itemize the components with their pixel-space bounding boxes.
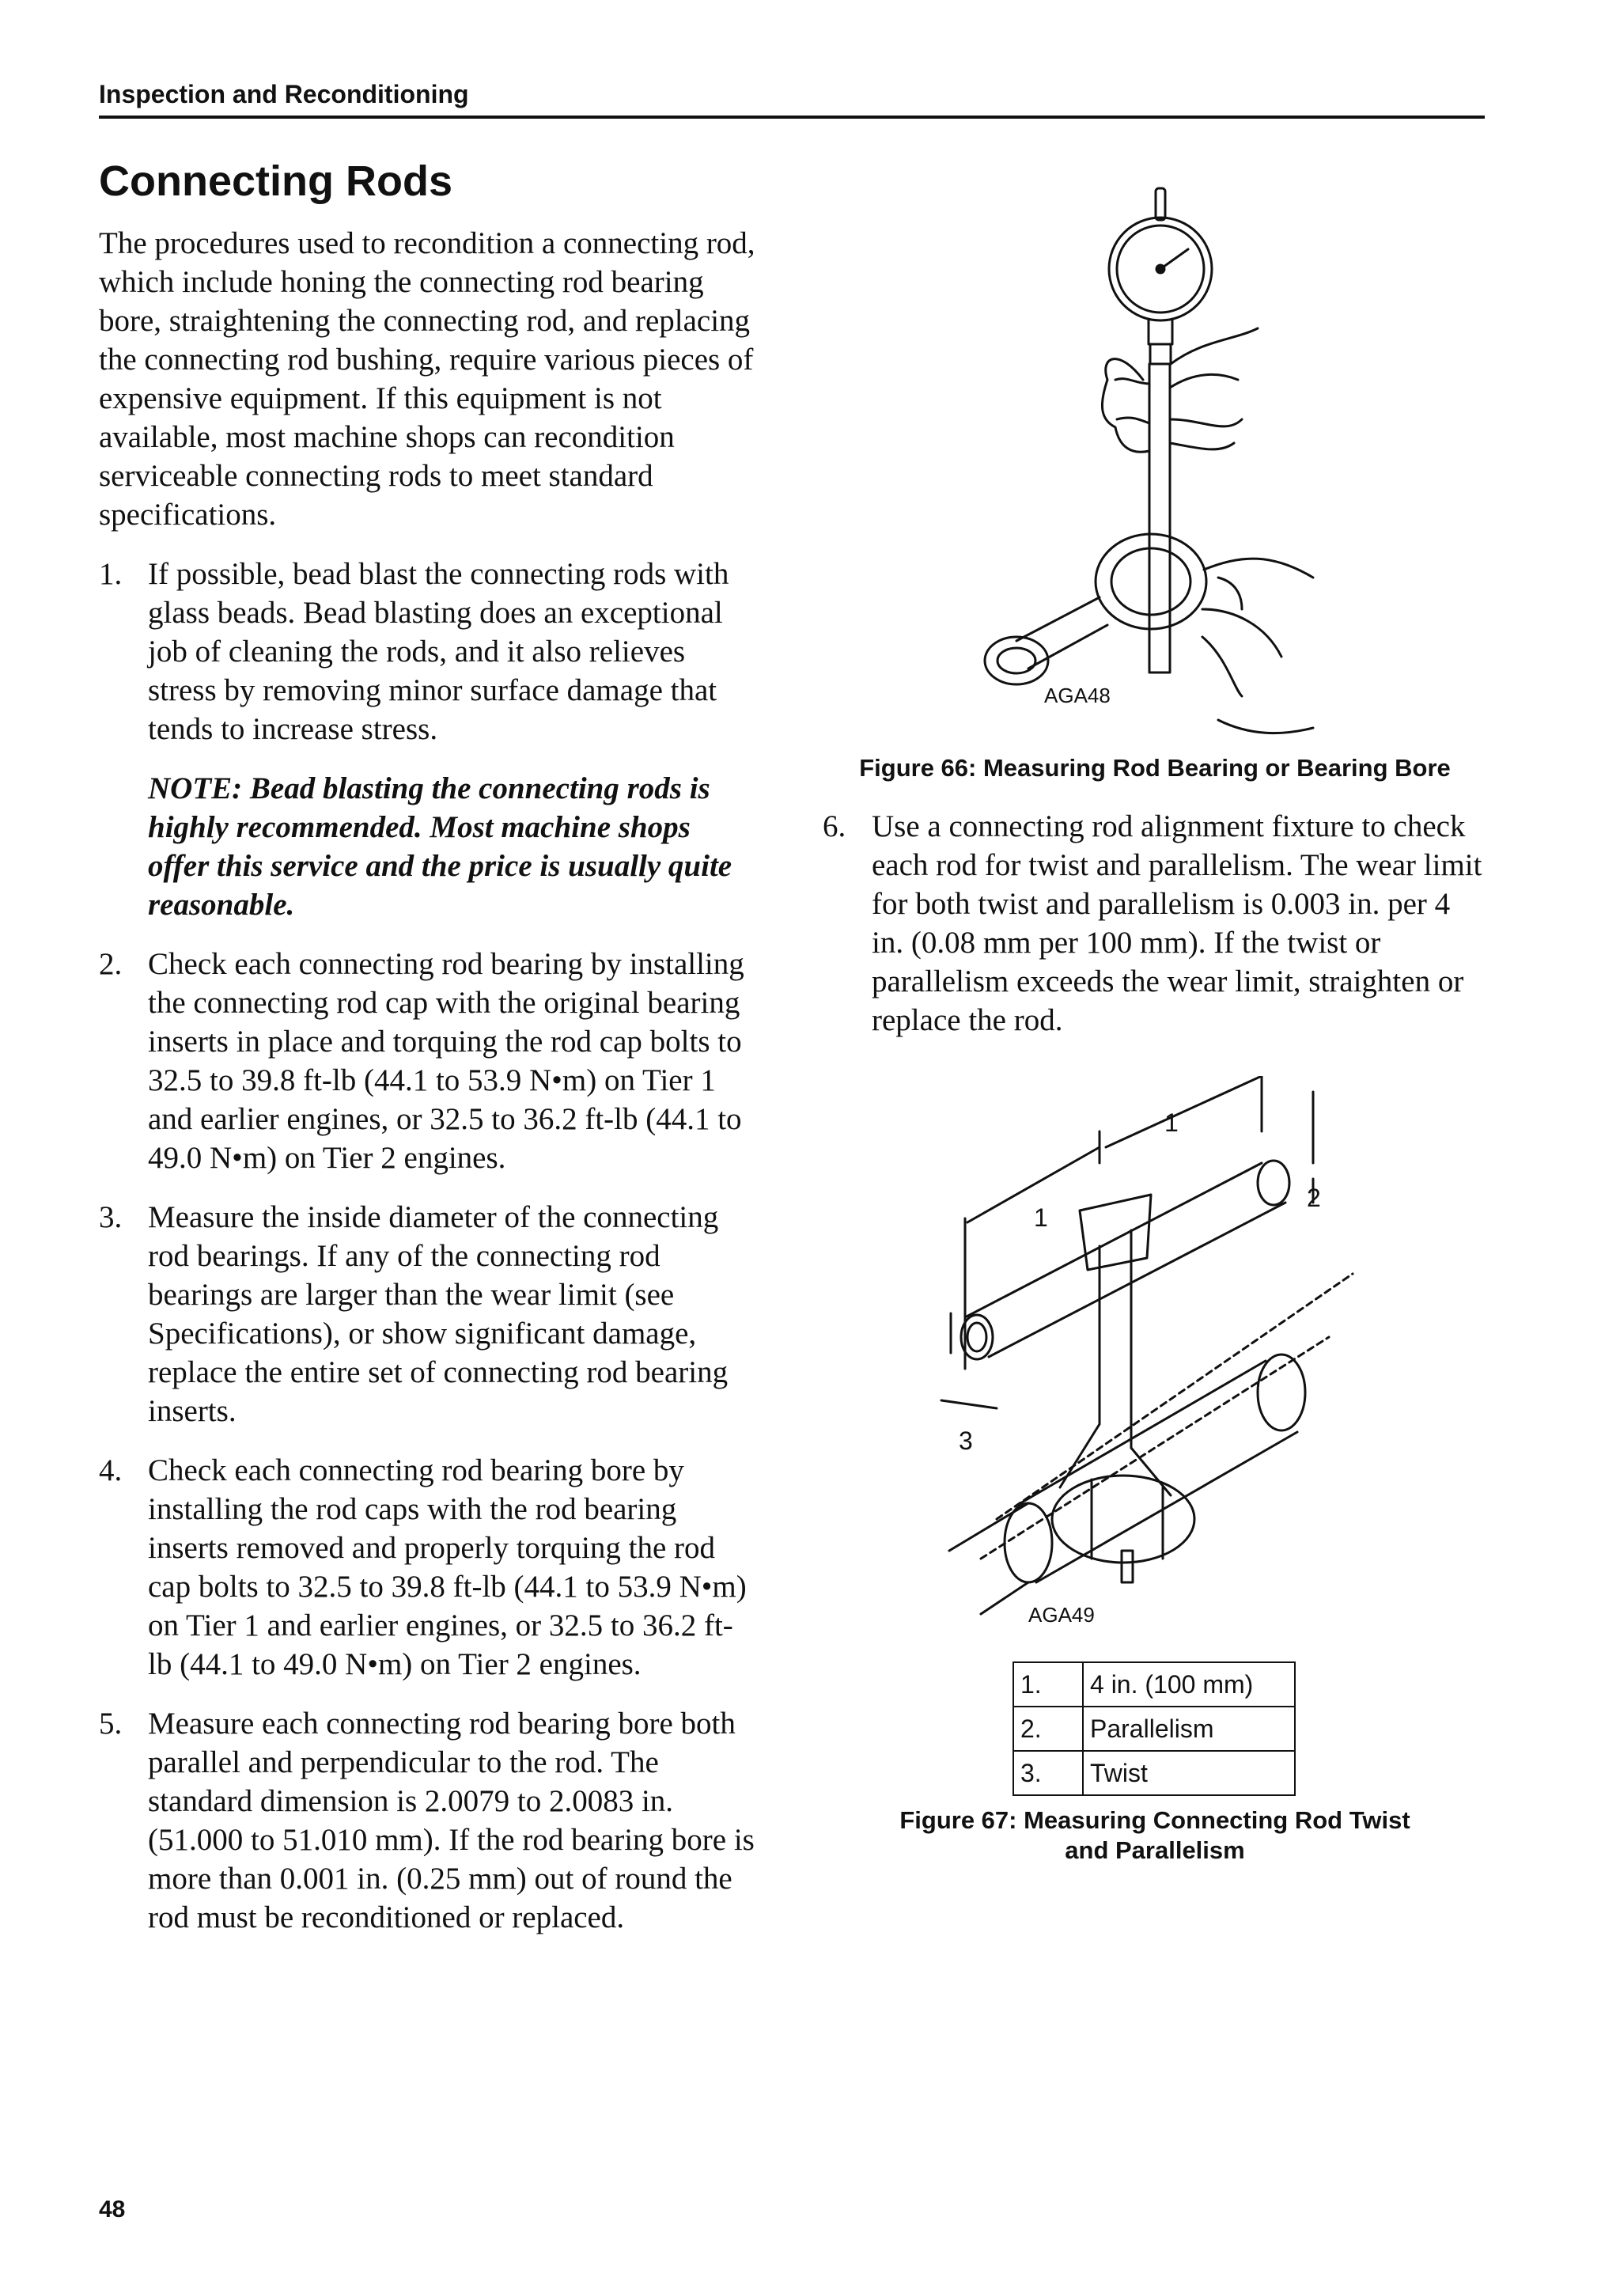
- gauge-plunger: [1156, 188, 1165, 220]
- step-text: Measure each connecting rod bearing bore both parallel and perpendicular to the rod. The standard dimension is 2.0079 to 2.0083 in. (51.000 to 51.010 mm). If the rod bearing bore is more than 0.001 in. (0.25 mm) out of round the rod must be reconditioned or replaced.: [148, 1707, 755, 1934]
- step-number: 1.: [99, 557, 123, 591]
- step-item: [99, 1198, 755, 1430]
- legend-row: [1013, 1662, 1295, 1707]
- legend-label: Twist: [1083, 1751, 1295, 1795]
- left-column: [99, 224, 755, 1957]
- callout-label: 1: [1034, 1203, 1048, 1232]
- callout-label: 2: [1307, 1184, 1321, 1212]
- step-item: [823, 807, 1487, 1040]
- step-item: [99, 1451, 755, 1684]
- right-hand-icon: [1170, 374, 1242, 449]
- test-bar-icon: [965, 1163, 1285, 1357]
- page-number: 48: [99, 2196, 126, 2222]
- caption-line: Figure 67: Measuring Connecting Rod Twist: [899, 1806, 1410, 1834]
- mandrel-icon: [1020, 1361, 1297, 1582]
- figure-67-legend: [1012, 1661, 1296, 1796]
- step-number: 5.: [99, 1707, 123, 1741]
- step-number: 4.: [99, 1453, 123, 1487]
- step-number: 2.: [99, 947, 123, 981]
- caption-line: and Parallelism: [1065, 1836, 1245, 1864]
- legend-label: 4 in. (100 mm): [1083, 1662, 1295, 1707]
- step-number: 6.: [823, 809, 846, 843]
- step-text: Measure the inside diameter of the connecting rod bearings. If any of the connecting rod bearings are larger than the wear limit (see Specifications), or show significant damage, replace the entire set of connecting rod bearing inserts.: [148, 1200, 729, 1428]
- figure-66-illustration: [981, 182, 1337, 744]
- note-paragraph: NOTE: Bead blasting the connecting rods is highly recommended. Most machine shops offer this service and the price is usually quite reasonable.: [148, 771, 732, 922]
- figure-66-caption: Figure 66: Measuring Rod Bearing or Bearing Bore: [859, 754, 1451, 782]
- callout-label: 1: [1164, 1108, 1179, 1137]
- callout-label: 3: [959, 1426, 973, 1455]
- figure-67-illustration: [933, 1076, 1376, 1630]
- step-number: 3.: [99, 1200, 123, 1234]
- legend-number: 3.: [1013, 1751, 1083, 1795]
- step-text: Check each connecting rod bearing bore by installing the rod caps with the rod bearing inserts removed and properly torquing the rod cap bolts to 32.5 to 39.8 ft-lb (44.1 to 53.9 N•m) on Tier 1 and earlier engines, or 32.5 to 36.2 ft-lb (44.1 to 49.0 N•m) on Tier 2 engines.: [148, 1453, 747, 1681]
- legend-row: [1013, 1707, 1295, 1751]
- left-hand-icon: [1102, 359, 1149, 453]
- legend-label: Parallelism: [1083, 1707, 1295, 1751]
- figure-66-code: AGA48: [1044, 684, 1111, 707]
- figure-67-caption: [823, 1805, 1487, 1866]
- legend-number: 1.: [1013, 1662, 1083, 1707]
- figure-67-code: AGA49: [1028, 1603, 1095, 1627]
- legend-number: 2.: [1013, 1707, 1083, 1751]
- rod-small-end-icon: [985, 637, 1048, 684]
- step-item: [99, 945, 755, 1177]
- step-text: If possible, bead blast the connecting rods with glass beads. Bead blasting does an exceptional job of cleaning the rods, and it also relieves stress by removing minor surface damage that tends to increase stress.: [148, 557, 729, 746]
- step-item: [99, 1704, 755, 1937]
- step-item: [99, 555, 755, 748]
- intro-paragraph: The procedures used to recondition a connecting rod, which include honing the connecting rod bearing bore, straightening the connecting rod, and replacing the connecting rod bushing, require various pieces of expensive equipment. If this equipment is not available, most machine shops can recondition serviceable connecting rods to meet standard specifications.: [99, 226, 755, 532]
- step-text: Check each connecting rod bearing by installing the connecting rod cap with the original bearing inserts in place and torquing the rod cap bolts to 32.5 to 39.8 ft-lb (44.1 to 53.9 N•m) on Tier 1 and earlier engines, or 32.5 to 36.2 ft-lb (44.1 to 49.0 N•m) on Tier 2 engines.: [148, 947, 744, 1175]
- legend-row: [1013, 1751, 1295, 1795]
- running-header: Inspection and Reconditioning: [99, 78, 1485, 119]
- step-text: Use a connecting rod alignment fixture to check each rod for twist and parallelism. The wear limit for both twist and parallelism is 0.003 in. per 4 in. (0.08 mm per 100 mm). If the twist or parallelism exceeds the wear limit, straighten or replace the rod.: [872, 809, 1482, 1037]
- page-title: Connecting Rods: [99, 157, 452, 205]
- right-column: [823, 807, 1487, 1060]
